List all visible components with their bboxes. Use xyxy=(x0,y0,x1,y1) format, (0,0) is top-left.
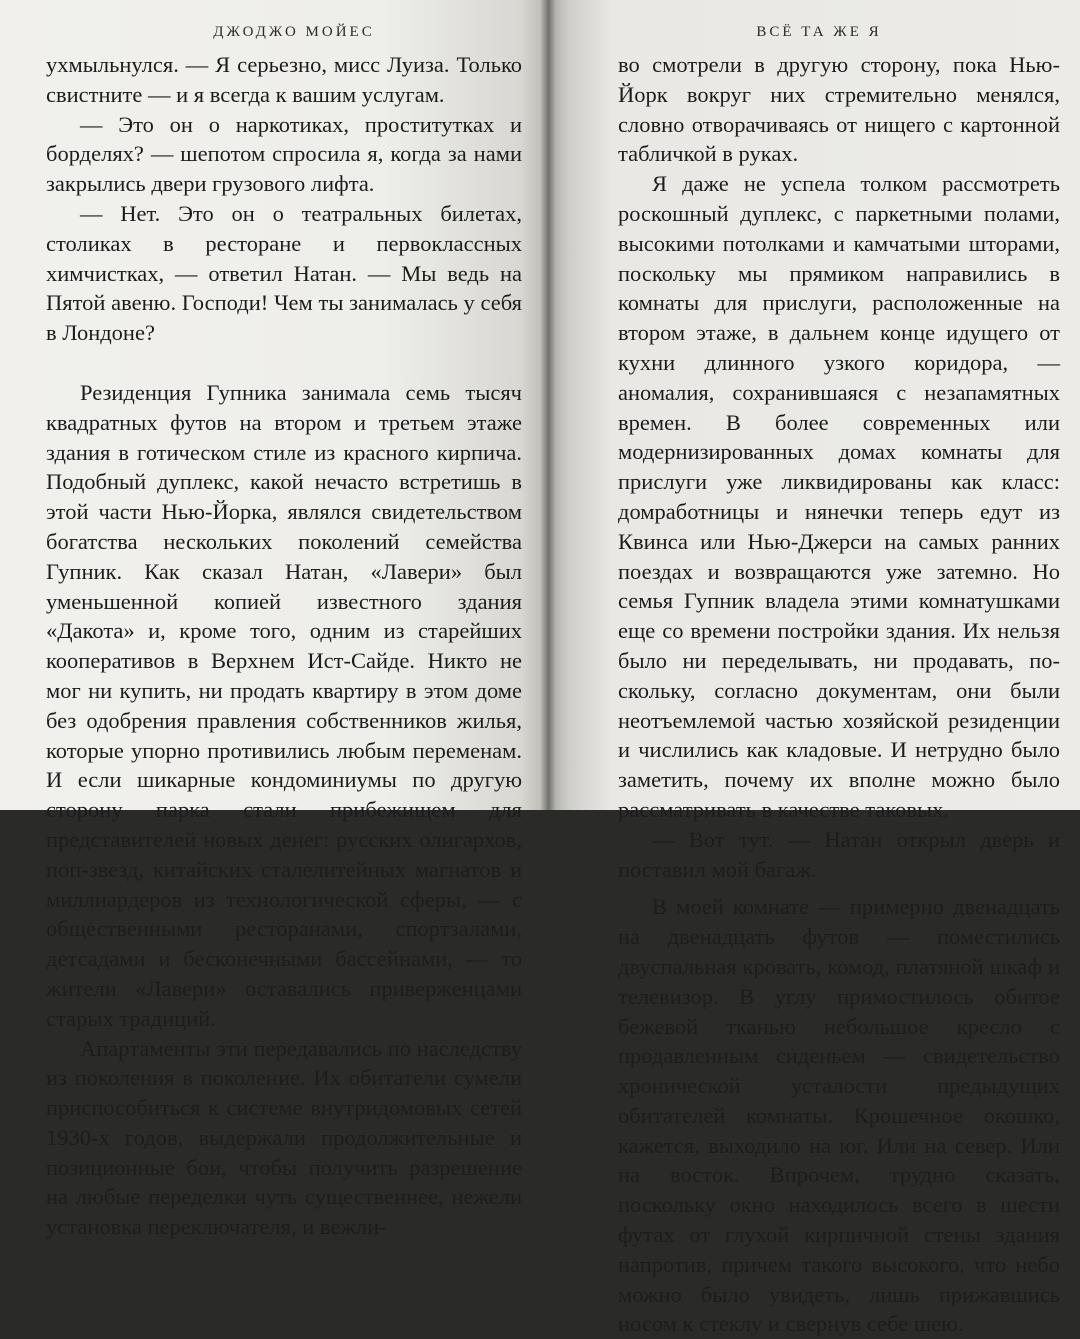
left-paragraph-4: Резиденция Гупника занимала семь тысяч квадратных футов на втором и третьем этаже здания в готическом стиле из красного кирпича. Подобный дуплекс, какой нечасто встретишь в этой части Нью-Йорка, являлся свидетельством богатства нескольких поколений семейства Гупник. Как сказал Натан, «Лавери» был уменьшенной копией известного здания «Дакота» и, кроме того, одним из старейших кооперативов в Верхнем Ист-Сайде. Никто не мог ни купить, ни продать квартиру в этом доме без одобрения правления собственников жилья, которые упорно противились любым переменам. И если шикарные кондоминиумы по другую сторону парка стали прибежищем для представителей новых денег: русских олигархов, поп-звезд, китайских сталелитейных магнатов и миллиардеров из технологической сферы, — с общественными ресторанами, спортзалами, детсадами и бесконечными бассейнами, — то жители «Лавери» оставались приверженцами старых традиций. xyxy=(46,379,522,1031)
right-page xyxy=(548,0,1080,1337)
left-running-head: ДЖОДЖО МОЙЕС xyxy=(213,24,375,40)
left-paragraph-2: — Это он о наркотиках, проститутках и борделях? — шепотом спросила я, когда за нами закрылись двери грузового лифта. xyxy=(46,111,522,197)
right-paragraph-2: Я даже не успела толком рассмотреть роскошный дуплекс, с паркетными полами, высокими потолками и камчатыми шторами, поскольку мы прямиком направились в комнаты для прислуги, расположенные на втором этаже, в дальнем конце идущего от кухни длинного узкого коридора, — аномалия, сохранившаяся с незапамятных времен. В более современных или модернизированных домах комнаты для прислуги уже ликвидированы как класс: домработницы и нянечки теперь едут из Квинса или Нью-Джерси на самых ранних поездах и возвращаются уже затемно. Но семья Гупник владела этими комнатушками еще со времени постройки здания. Их нельзя было ни переделывать, ни продавать, поскольку, согласно документам, они были неотъемлемой частью хозяйской резиденции и числились как кладовые. И нетрудно было заметить, почему их вполне можно было рассматривать в качестве таковых. xyxy=(618,171,1060,822)
left-paragraph-5: Апартаменты эти передавались по наследству из поколения в поколение. Их обитатели сумели приспособиться к системе внутридомовых сетей 1930-х годов, выдержали продолжительные и позиционные бои, чтобы получить разрешение на любые переделки чуть существеннее, нежели установка переключателя, и вежли- xyxy=(46,1035,522,1240)
left-paragraph-3: — Нет. Это он о театральных билетах, столиках в ресторане и первоклассных химчистках, — ответил Натан. — Мы ведь на Пятой авеню. Господи! Чем ты занималась у себя в Лондоне? xyxy=(46,200,522,346)
right-paragraph-3: — Вот тут. — Натан открыл дверь и поставил мой багаж. xyxy=(618,826,1060,882)
right-paragraph-1: во смотрели в другую сторону, пока Нью-Йорк вокруг них стремительно менялся, словно отворачиваясь от нищего с картонной табличкой в руках. xyxy=(618,52,1060,167)
right-running-head: ВСЁ ТА ЖЕ Я xyxy=(756,24,882,40)
book-gutter-shadow xyxy=(540,0,556,810)
left-paragraph-1: ухмыльнулся. — Я серьезно, мисс Луиза. Только свистните — и я всегда к вашим услугам. xyxy=(46,52,522,107)
left-page xyxy=(0,0,548,1240)
right-paragraph-4: В моей комнате — примерно двенадцать на двенадцать футов — поместились двуспальная кровать, комод, платяной шкаф и телевизор. В углу примостилось обитое бежевой тканью небольшое кресло с продавленным сиденьем — свидетельство хронической усталости предыдущих обитателей комнаты. Крошечное окошко, кажется, выходило на юг. Или на север. Или на восток. Впрочем, трудно сказать, поскольку окно находилось всего в шести футах от глухой кирпичной стены здания напротив, причем такого высокого, что небо можно было увидеть, лишь прижавшись носом к стеклу и свернув себе шею. xyxy=(618,894,1060,1337)
